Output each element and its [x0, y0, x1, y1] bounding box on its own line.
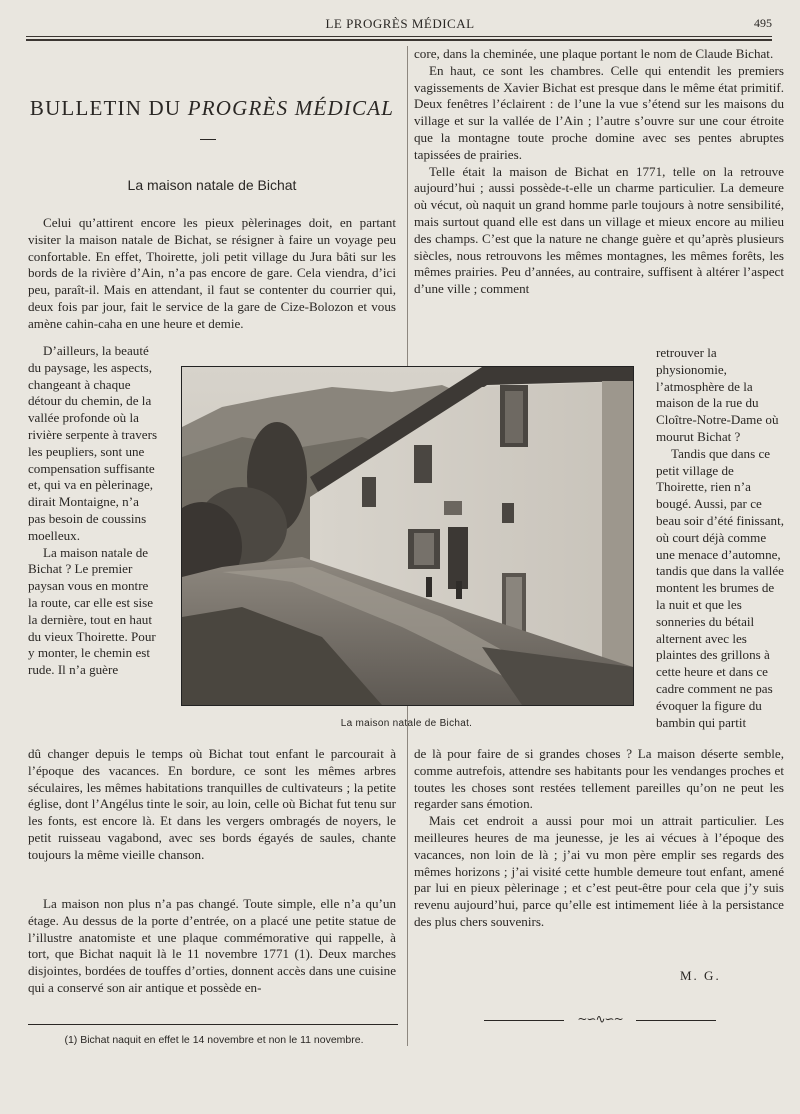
- paragraph: Mais cet endroit a aussi pour moi un attrait particulier. Les meilleures heures de ma jeunesse, je les ai vécues à l’époque des vacances, non loin de là ; j’ai vu mon père emplir ses regards des mêmes horizons ; j’ai visité cette humble demeure tout enfant, amené par lui en pieux pèlerinage ; et c’est peut-être pour cela que j’y suis revenu aujourd’hui, parce qu’elle est intimement liée à la persistance des plus chers souvenirs.: [414, 813, 784, 929]
- header-rule: [26, 36, 772, 37]
- article-title: La maison natale de Bichat: [127, 177, 297, 193]
- footnote-rule: [28, 1024, 398, 1025]
- house-photograph: [181, 366, 634, 706]
- paragraph: La maison natale de Bichat ? Le premier paysan vous en montre la route, car elle est sise la dernière, tout en haut du vieux Thoirette. Pour y monter, le chemin est rude. Il n’a guère: [28, 544, 156, 678]
- heading-dash: [200, 139, 216, 140]
- footnote: (1) Bichat naquit en effet le 14 novembre et non le 11 novembre.: [64, 1034, 364, 1046]
- ornament-flourish: ~∽∿∽~: [577, 1012, 623, 1026]
- paragraph: En haut, ce sont les chambres. Celle qui entendit les premiers vagissements de Xavier Bichat est presque dans le même état primitif. Deux fenêtres l’éclairent : de l’une la vue s’étend sur les maisons du village et sur la vallée de l’Ain ; l’autre s’ouvre sur une cour étroite que la montagne toute proche domine avec ses pentes abruptes tapissées de prairies.: [414, 62, 784, 162]
- paragraph: Tandis que dans ce petit village de Thoirette, rien n’a bougé. Aussi, par ce beau soir d’été finissant, où court déjà comme une menace d’automne, tandis que dans la vallée montent les brumes de la nuit et que les sonneries du bétail alternent avec les plaintes des grillons à cette heure et dans ce cadre comment ne pas évoquer la figure du bambin qui partit: [656, 445, 784, 730]
- paragraph-path: [28, 746, 396, 864]
- ornament-line: [636, 1020, 716, 1021]
- paragraph: de là pour faire de si grandes choses ? La maison déserte semble, comme autrefois, attendre ses habitants pour les vendanges proches et toutes les choses sont restées tellement pareilles qu’on ne peut les regarder sans émotion.: [414, 746, 784, 812]
- photo-caption: La maison natale de Bichat.: [340, 718, 473, 729]
- paragraph: core, dans la cheminée, une plaque portant le nom de Claude Bichat.: [414, 46, 774, 61]
- running-head: [0, 14, 800, 34]
- paragraph-village: [656, 345, 786, 731]
- paragraph: Telle était la maison de Bichat en 1771, telle on la retrouve aujourd’hui ; aussi possède-t-elle un charme particulier. La demeure où vécut, où naquit un grand homme parle toujours à notre sensibilité, mais surtout quand elle est dans un village et mieux encore au milieu des champs. C’est que la nature ne change guère et qu’après plusieurs siècles, nous retrouvons les mêmes montagnes, les mêmes forêts, les mêmes prairies. Peu d’années, au contraire, suffisent à altérer l’aspect d’une ville ; comment: [414, 163, 784, 297]
- paragraph-landscape: [28, 343, 158, 679]
- paragraph: La maison non plus n’a pas changé. Toute simple, elle n’a qu’un étage. Au dessus de la porte d’entrée, on a placé une petite statue de l’illustre anatomiste et une plaque commémorative qui rappelle, à tort, que Bichat naquit là le 11 novembre 1771 (1). Deux marches disjointes, bordées de touffes d’orties, donnent accès dans une cuisine qui a conservé son air antique et possède en-: [28, 896, 396, 995]
- ornament-line: [484, 1020, 564, 1021]
- paragraph: D’ailleurs, la beauté du paysage, les aspects, changeant à chaque détour du chemin, de la vallée profonde où la rivière serpente à travers les peupliers, sont une compensation suffisante et, qui va en pèlerinage, dirait Montaigne, n’a pas besoin de coussins moelleux.: [28, 343, 158, 543]
- paragraph: Celui qu’attirent encore les pieux pèlerinages doit, en partant visiter la maison natale de Bichat, se résigner à faire un voyage peu confortable. En effet, Thoirette, joli petit village du Jura bâti sur les bords de la rivière d’Ain, n’a pas encore de gare. Cela viendra, d’ici peu, paraît-il. Mais en attendant, il faut se contenter du courrier qui, deux fois par jour, fait le service de la gare de Cize-Bolozon et vous amène cahin-caha en une heure et demie.: [28, 215, 396, 331]
- author-signature: M. G.: [680, 968, 721, 983]
- paragraph: dû changer depuis le temps où Bichat tout enfant le parcourait à l’époque des vacances. En bordure, ce sont les mêmes arbres séculaires, les mêmes habitations tranquilles de cultivateurs ; la petite église, dont l’Angélus tinte le soir, au loin, celle où Bichat fut tenu sur les fonts, est encore là. Et dans les vergers ombragés de noyers, le petit ruisseau vagabond, avec ses bords égayés de saules, chante toujours la même vieille chanson.: [28, 746, 396, 862]
- tail-ornament: [484, 1012, 716, 1026]
- section-heading-journal: PROGRÈS MÉDICAL: [187, 96, 395, 120]
- paragraph-intro: [28, 215, 396, 333]
- page-number: 495: [754, 16, 772, 30]
- section-heading: [26, 96, 398, 121]
- running-title: LE PROGRÈS MÉDICAL: [325, 16, 475, 31]
- section-heading-prefix: BULLETIN DU: [29, 96, 188, 120]
- paragraph-rooms: [414, 46, 784, 298]
- paragraph: retrouver la physionomie, l’atmosphère de la maison de la rue du Cloître-Notre-Dame où mourut Bichat ?: [656, 345, 779, 444]
- header-rule-thick: [26, 39, 772, 41]
- paragraph-memories: [414, 746, 784, 931]
- paragraph-house: [28, 896, 396, 997]
